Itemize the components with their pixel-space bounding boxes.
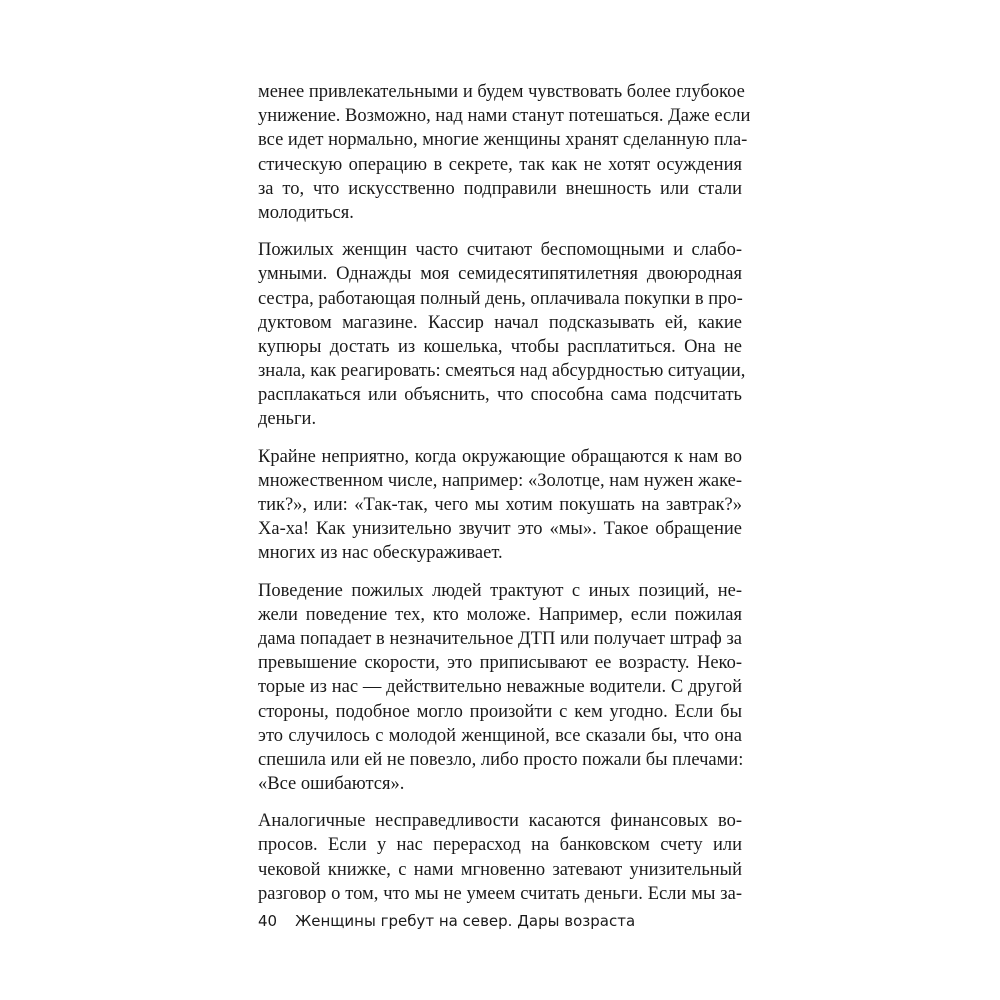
body-text (258, 80, 751, 906)
paragraph (258, 579, 742, 797)
text-line: множественном числе, например: «Золотце, нам нужен жаке- (258, 470, 742, 491)
text-line: все идет нормально, многие женщины хранят сделанную пла- (258, 130, 748, 151)
paragraph (258, 809, 742, 906)
text-line: торые из нас — действительно неважные водители. С другой (258, 677, 742, 698)
paragraph (258, 238, 746, 432)
text-line: деньги. (258, 409, 317, 430)
text-line: Ха-ха! Как унизительно звучит это «мы». Такое обращение (258, 519, 742, 540)
text-line: «Все ошибаются». (258, 774, 405, 795)
text-line: дуктовом магазине. Кассир начал подсказывать ей, какие (258, 312, 742, 333)
text-line: жели поведение тех, кто моложе. Например, если пожилая (258, 604, 742, 625)
text-line: унижение. Возможно, над нами станут потешаться. Даже если (258, 106, 751, 127)
text-line: молодиться. (258, 202, 354, 223)
text-line: умными. Однажды моя семидесятипятилетняя двоюродная (258, 264, 742, 285)
text-line: сестра, работающая полный день, оплачивала покупки в про- (258, 288, 743, 309)
paragraph (258, 445, 742, 566)
text-line: купюры достать из кошелька, чтобы расплатиться. Она не (258, 336, 742, 357)
text-line: Поведение пожилых людей трактуют с иных позиций, не- (258, 580, 742, 601)
paragraph (258, 80, 751, 225)
text-line: расплакаться или объяснить, что способна сама подсчитать (258, 385, 742, 406)
text-line: превышение скорости, это приписывают ее возрасту. Неко- (258, 653, 742, 674)
text-line: это случилось с молодой женщиной, все сказали бы, что она (258, 725, 742, 746)
page-body (258, 80, 751, 919)
running-title: Женщины гребут на север. Дары возраста (295, 912, 636, 930)
text-line: менее привлекательными и будем чувствовать более глубокое (258, 82, 745, 102)
page-number: 40 (258, 912, 278, 930)
text-line: знала, как реагировать: смеяться над абсурдностью ситуации, (258, 361, 746, 382)
text-line: стороны, подобное могло произойти с кем угодно. Если бы (258, 701, 742, 722)
text-line: спешила или ей не повезло, либо просто пожали бы плечами: (258, 749, 744, 770)
text-line: за то, что искусственно подправили внешность или стали (258, 178, 742, 199)
text-line: тик?», или: «Так-так, чего мы хотим покушать на завтрак?» (258, 495, 742, 515)
text-line: чековой книжке, с нами мгновенно затевают унизительный (258, 859, 742, 880)
text-line: разговор о том, что мы не умеем считать деньги. Если мы за- (258, 883, 742, 904)
text-line: Крайне неприятно, когда окружающие обращаются к нам во (258, 446, 742, 467)
page-footer (258, 912, 635, 930)
text-line: Аналогичные несправедливости касаются финансовых во- (258, 811, 742, 832)
text-line: просов. Если у нас перерасход на банковском счету или (258, 835, 742, 856)
text-line: многих из нас обескураживает. (258, 543, 503, 564)
text-line: дама попадает в незначительное ДТП или получает штраф за (258, 628, 742, 649)
text-line: стическую операцию в секрете, так как не хотят осуждения (258, 154, 742, 175)
text-line: Пожилых женщин часто считают беспомощными и слабо- (258, 240, 742, 261)
